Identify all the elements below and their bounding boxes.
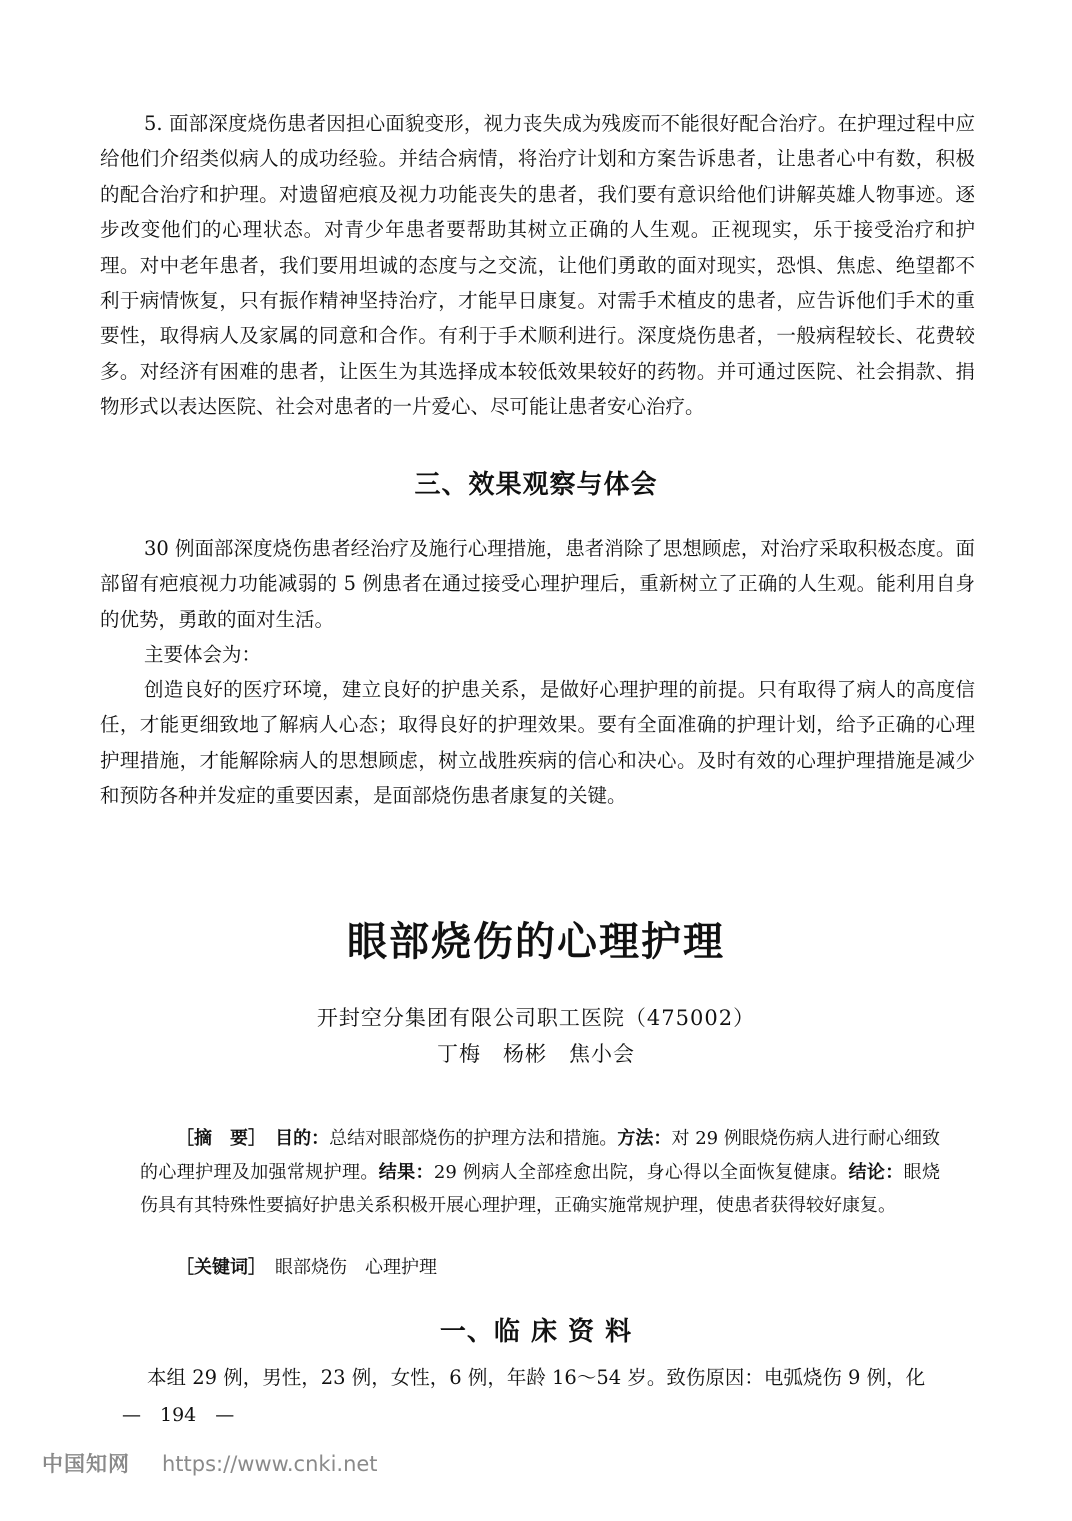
clinical-paragraph: 本组 29 例，男性，23 例，女性，6 例，年龄 16～54 岁。致伤原因：电弧烧伤 9 例，化 xyxy=(147,1366,926,1389)
purpose-text: 总结对眼部烧伤的护理方法和措施。 xyxy=(329,1128,618,1149)
experience-paragraph: 创造良好的医疗环境，建立良好的护患关系，是做好心理护理的前提。只有取得了病人的高度信任，才能更细致地了解病人心态；取得良好的护理效果。要有全面准确的护理计划，给予正确的心理护理措施，才能解除病人的思想顾虑，树立战胜疾病的信心和决心。及时有效的心理护理措施是减少和预防各种并发症的重要因素，是面部烧伤患者康复的关键。 xyxy=(100,678,975,808)
cnki-logo: 中国知网 xyxy=(42,1452,130,1476)
author-names: 丁梅 杨彬 焦小会 xyxy=(437,1042,635,1066)
main-experience-label: 主要体会为： xyxy=(144,643,262,666)
cnki-url: https://www.cnki.net xyxy=(162,1452,378,1476)
method-text: 对 29 例眼烧伤病人进行耐心细致的心理护理及加强常规护理。 xyxy=(140,1128,940,1183)
result-text: 29 例病人全部痊愈出院，身心得以全面恢复健康。 xyxy=(433,1161,849,1183)
result-label: 结果： xyxy=(378,1161,434,1183)
body-paragraph-item-5: 5. 面部深度烧伤患者因担心面貌变形，视力丧失成为残废而不能很好配合治疗。在护理过程中应给他们介绍类似病人的成功经验。并结合病情，将治疗计划和方案告诉患者，让患者心中有数，积极的配合治疗和护理。对遗留疤痕及视力功能丧失的患者，我们要有意识给他们讲解英雄人物事迹。逐步改变他们的心理状态。对青少年患者要帮助其树立正确的人生观。正视现实，乐于接受治疗和护理。对中老年患者，我们要用坦诚的态度与之交流，让他们勇敢的面对现实，恐惧、焦虑、绝望都不利于病情恢复，只有振作精神坚持治疗，才能早日康复。对需手术植皮的患者，应告诉他们手术的重要性，取得病人及家属的同意和合作。有利于手术顺利进行。深度烧伤患者，一般病程较长、花费较多。对经济有困难的患者，让医生为其选择成本较低效果较好的药物。并可通过医院、社会捐款、捐物形式以表达医院、社会对患者的一片爱心、尽可能让患者安心治疗。 xyxy=(100,112,975,419)
cnki-watermark xyxy=(42,1448,378,1478)
keywords-line xyxy=(176,1253,437,1279)
section-heading-results: 三、效果观察与体会 xyxy=(414,470,658,500)
keywords-value: 眼部烧伤 心理护理 xyxy=(275,1257,437,1278)
purpose-label: 目的： xyxy=(275,1128,330,1149)
author-affiliation: 开封空分集团有限公司职工医院（475002） xyxy=(316,1006,756,1030)
abstract-block xyxy=(140,1122,940,1223)
keywords-label: ［关键词］ xyxy=(176,1257,257,1278)
page-number: — 194 — xyxy=(122,1404,235,1426)
article-title: 眼部烧伤的心理护理 xyxy=(347,919,725,965)
method-label: 方法： xyxy=(617,1128,672,1149)
abstract-label: ［摘 要］ xyxy=(176,1128,258,1149)
conclusion-text: 眼烧伤具有其特殊性要搞好护患关系积极开展心理护理，正确实施常规护理，使患者获得较好康复。 xyxy=(140,1161,941,1216)
results-paragraph: 30 例面部深度烧伤患者经治疗及施行心理措施，患者消除了思想顾虑，对治疗采取积极态度。面部留有疤痕视力功能减弱的 5 例患者在通过接受心理护理后，重新树立了正确的人生观。能利用自身的优势，勇敢的面对生活。 xyxy=(100,537,975,631)
conclusion-label: 结论： xyxy=(848,1161,904,1183)
section-heading-clinical: 一、临 床 资 料 xyxy=(439,1317,633,1347)
